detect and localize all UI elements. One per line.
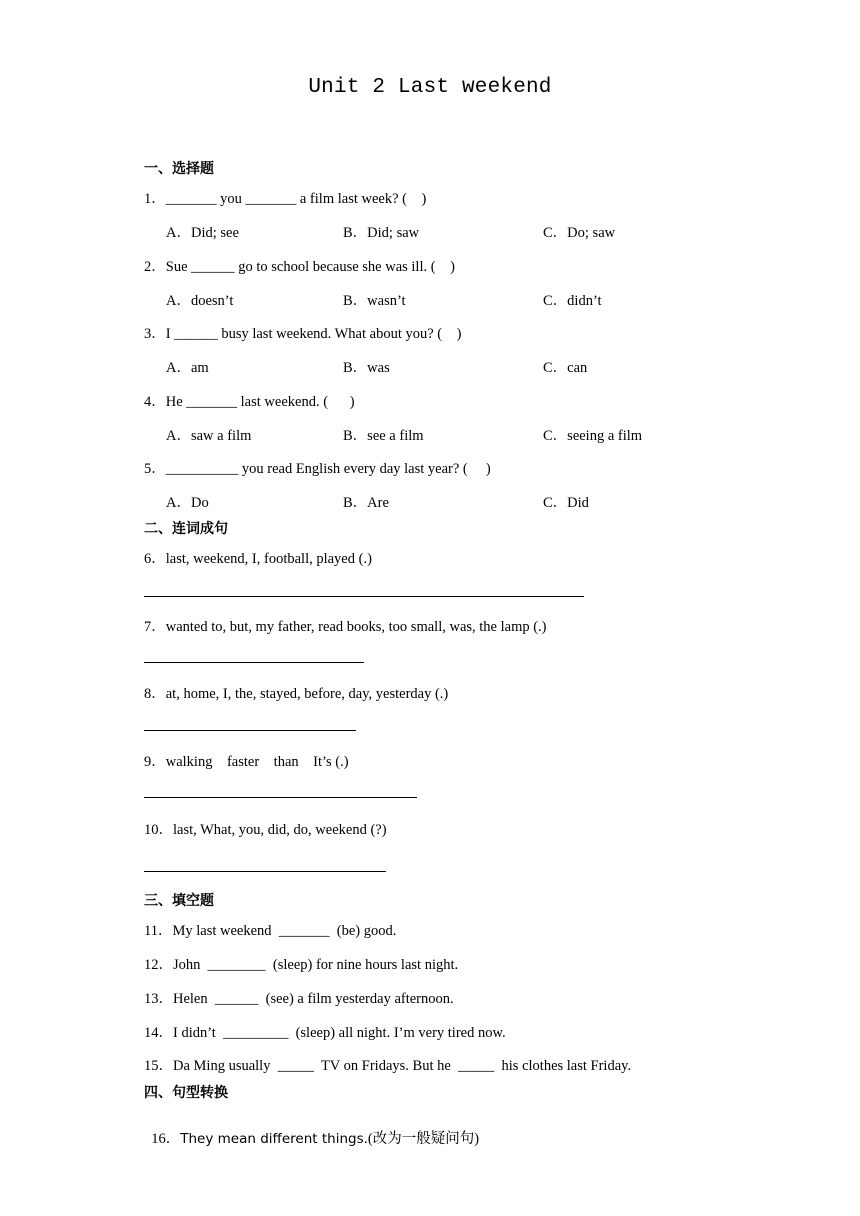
- option-4a: A．saw a film: [166, 428, 252, 444]
- section-heading-ordering: 二、连词成句: [144, 521, 228, 537]
- answer-line-8[interactable]: [144, 730, 356, 731]
- question-13: 13．Helen ______ (see) a film yesterday afternoon.: [144, 991, 454, 1007]
- option-4c: C．seeing a film: [543, 428, 643, 444]
- question-11: 11．My last weekend _______ (be) good.: [144, 923, 397, 939]
- question-3: 3．I ______ busy last weekend. What about you? ( ): [144, 326, 462, 342]
- answer-line-9[interactable]: [144, 797, 417, 798]
- option-2a: A．doesn’t: [166, 293, 234, 309]
- question-16-hint: (改为一般疑问句): [367, 1131, 480, 1147]
- option-3b: B．was: [343, 360, 390, 376]
- option-5b: B．Are: [343, 495, 389, 511]
- question-16-number: 16．: [151, 1131, 181, 1147]
- question-10: 10．last, What, you, did, do, weekend (?): [144, 822, 387, 838]
- section-heading-choice: 一、选择题: [144, 161, 214, 177]
- answer-line-10[interactable]: [144, 871, 386, 872]
- question-16: [144, 1110, 479, 1148]
- question-12: 12．John ________ (sleep) for nine hours last night.: [144, 957, 459, 973]
- option-1c: C．Do; saw: [543, 225, 616, 241]
- option-5c: C．Did: [543, 495, 589, 511]
- question-8: 8．at, home, I, the, stayed, before, day, yesterday (.): [144, 686, 449, 702]
- option-2c: C．didn’t: [543, 293, 602, 309]
- question-5: 5．__________ you read English every day last year? ( ): [144, 461, 491, 477]
- question-1: 1．_______ you _______ a film last week? ( ): [144, 191, 427, 207]
- page-title: Unit 2 Last weekend: [308, 76, 552, 99]
- answer-line-7[interactable]: [144, 662, 364, 663]
- option-3c: C．can: [543, 360, 588, 376]
- question-14: 14．I didn’t _________ (sleep) all night. I’m very tired now.: [144, 1025, 506, 1041]
- option-3a: A．am: [166, 360, 209, 376]
- option-4b: B．see a film: [343, 428, 424, 444]
- question-15: 15．Da Ming usually _____ TV on Fridays. But he _____ his clothes last Friday.: [144, 1058, 632, 1074]
- option-1a: A．Did; see: [166, 225, 239, 241]
- option-1b: B．Did; saw: [343, 225, 420, 241]
- section-heading-fill: 三、填空题: [144, 893, 214, 909]
- question-4: 4．He _______ last weekend. ( ): [144, 394, 355, 410]
- question-16-text: They mean different things.: [180, 1131, 368, 1147]
- question-9: 9．walking faster than It’s (.): [144, 754, 349, 770]
- question-7: 7．wanted to, but, my father, read books, too small, was, the lamp (.): [144, 619, 547, 635]
- option-2b: B．wasn’t: [343, 293, 406, 309]
- question-6: 6．last, weekend, I, football, played (.): [144, 551, 372, 567]
- question-2: 2．Sue ______ go to school because she was ill. ( ): [144, 259, 455, 275]
- answer-line-6[interactable]: [144, 596, 584, 597]
- section-heading-transform: 四、句型转换: [144, 1085, 228, 1101]
- option-5a: A．Do: [166, 495, 209, 511]
